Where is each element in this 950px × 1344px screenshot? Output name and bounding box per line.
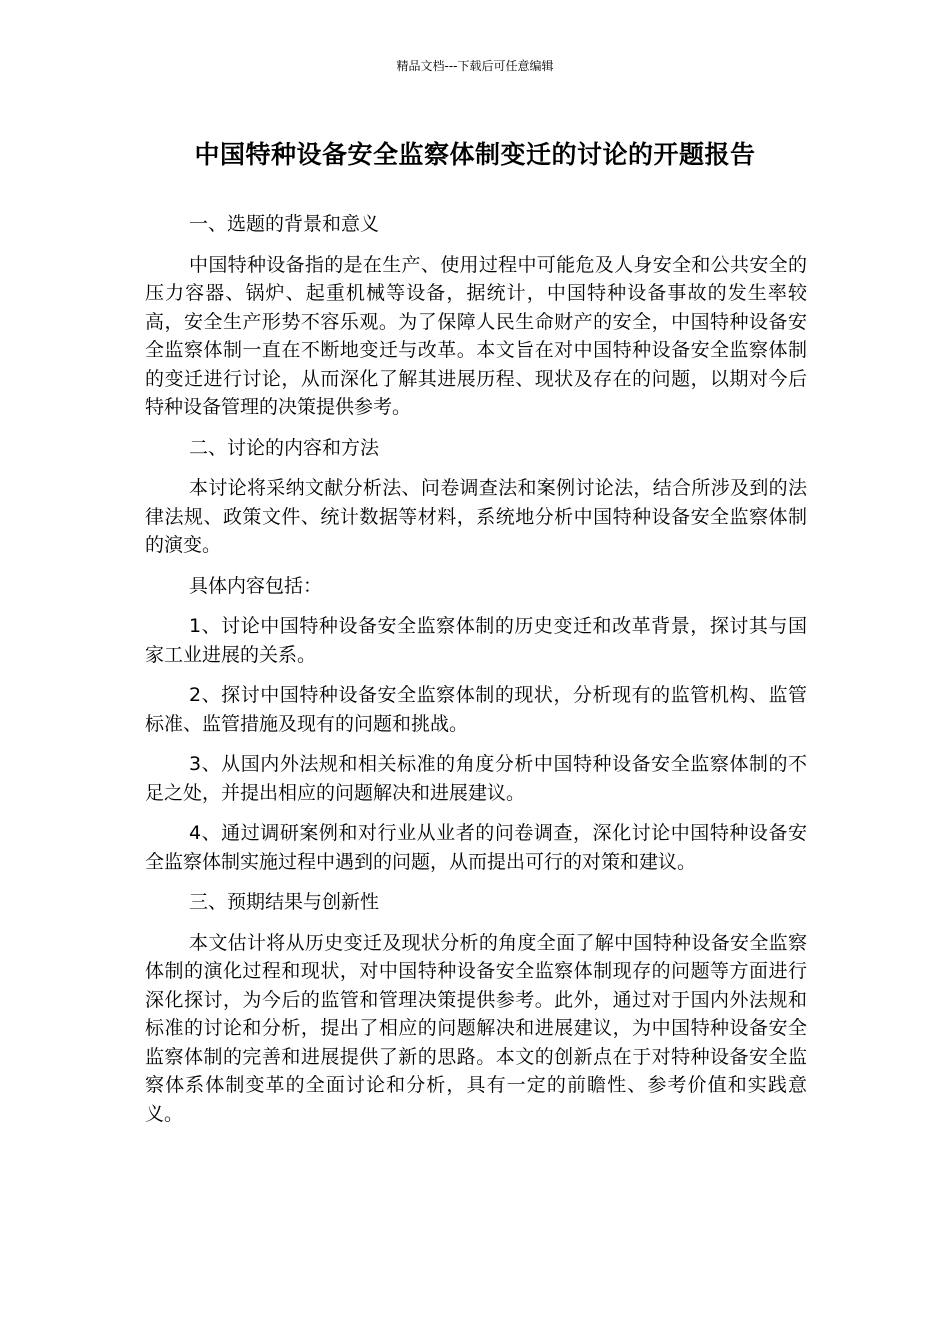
list-item-4: 4、通过调研案例和对行业从业者的问卷调查，深化讨论中国特种设备安全监察体制实施过程中遇到的问题，从而提出可行的对策和建议。 xyxy=(145,822,807,873)
section-heading-expected-results: 三、预期结果与创新性 xyxy=(189,891,380,913)
document-body xyxy=(145,210,807,1140)
list-item-3: 3、从国内外法规和相关标准的角度分析中国特种设备安全监察体制的不足之处，并提出相应的问题解决和进展建议。 xyxy=(145,753,807,804)
paragraph-background: 中国特种设备指的是在生产、使用过程中可能危及人身安全和公共安全的压力容器、锅炉、起重机械等设备，据统计，中国特种设备事故的发生率较高，安全生产形势不容乐观。为了保障人民生命财产的安全，中国特种设备安全监察体制一直在不断地变迁与改革。本文旨在对中国特种设备安全监察体制的变迁进行讨论，从而深化了解其进展历程、现状及存在的问题，以期对今后特种设备管理的决策提供参考。 xyxy=(145,253,807,418)
list-item-1: 1、讨论中国特种设备安全监察体制的历史变迁和改革背景，探讨其与国家工业进展的关系。 xyxy=(145,615,807,666)
section-heading-content-method: 二、讨论的内容和方法 xyxy=(189,436,380,459)
list-item-2: 2、探讨中国特种设备安全监察体制的现状，分析现有的监管机构、监管标准、监管措施及现有的问题和挑战。 xyxy=(145,684,807,735)
paragraph-content-intro: 具体内容包括： xyxy=(189,574,323,597)
section-heading-background: 一、选题的背景和意义 xyxy=(189,213,380,235)
paragraph-method: 本讨论将采纳文献分析法、问卷调查法和案例讨论法，结合所涉及到的法律法规、政策文件、统计数据等材料，系统地分析中国特种设备安全监察体制的演变。 xyxy=(145,477,807,556)
header-note: 精品文档---下载后可任意编辑 xyxy=(396,59,554,73)
document-title: 中国特种设备安全监察体制变迁的讨论的开题报告 xyxy=(194,140,756,169)
paragraph-expected-results: 本文估计将从历史变迁及现状分析的角度全面了解中国特种设备安全监察体制的演化过程和现状，对中国特种设备安全监察体制现存的问题等方面进行深化探讨，为今后的监管和管理决策提供参考。此外，通过对于国内外法规和标准的讨论和分析，提出了相应的问题解决和进展建议，为中国特种设备安全监察体制的完善和进展提供了新的思路。本文的创新点在于对特种设备安全监察体系体制变革的全面讨论和分析，具有一定的前瞻性、参考价值和实践意义。 xyxy=(145,931,807,1125)
